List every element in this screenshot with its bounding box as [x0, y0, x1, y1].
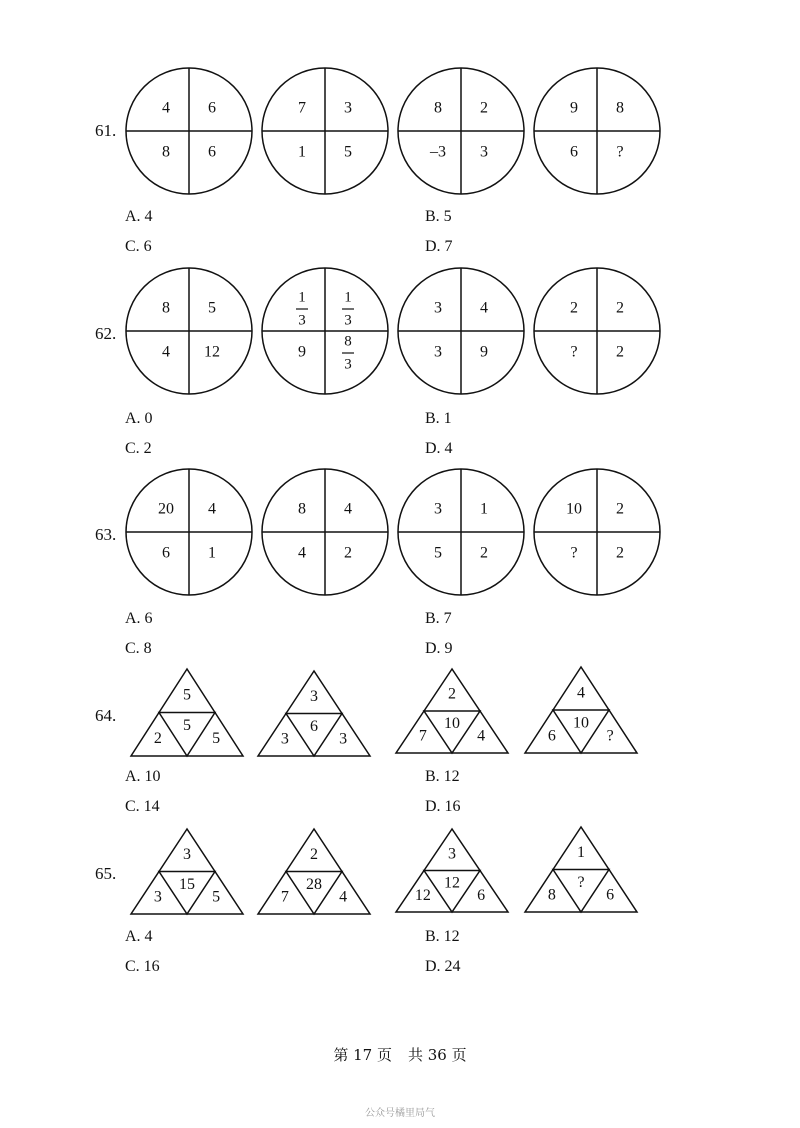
answer-option[interactable]: D. 7 — [425, 238, 453, 255]
quadrant-value: ? — [570, 544, 578, 562]
answer-option[interactable]: B. 1 — [425, 410, 452, 427]
question-number: 65. — [95, 864, 117, 883]
right-value: ? — [606, 727, 614, 745]
page-footer — [0, 1044, 800, 1065]
left-value: 8 — [547, 886, 556, 904]
fraction-numerator: 1 — [298, 289, 306, 306]
top-value: 3 — [448, 845, 456, 863]
right-value: 4 — [339, 888, 348, 906]
quadrant-value: 2 — [480, 544, 488, 562]
triangle-figure — [396, 669, 508, 753]
quadrant-value: 5 — [344, 143, 352, 161]
circle-figure — [534, 469, 660, 595]
triangle-figure — [258, 829, 370, 914]
left-value: 3 — [280, 730, 289, 748]
left-value: 3 — [153, 888, 162, 906]
quadrant-value: 8 — [434, 99, 442, 117]
quadrant-value: 8 — [616, 99, 624, 117]
quadrant-value: 7 — [298, 99, 306, 117]
answer-option[interactable]: A. 6 — [125, 610, 153, 627]
fraction-denominator: 3 — [344, 356, 352, 373]
quadrant-value: 20 — [158, 500, 174, 518]
circle-figure — [126, 268, 252, 394]
quadrant-value: 10 — [566, 500, 582, 518]
top-value: 5 — [183, 686, 191, 704]
quadrant-value: ? — [570, 343, 578, 361]
quadrant-value: 2 — [344, 544, 352, 562]
left-value: 7 — [418, 727, 427, 745]
answer-option[interactable]: A. 0 — [125, 410, 153, 427]
quadrant-value: 4 — [298, 544, 306, 562]
triangle-figure — [525, 667, 637, 753]
answer-option[interactable]: A. 10 — [125, 768, 161, 785]
question-number: 63. — [95, 525, 117, 544]
quadrant-value: 5 — [434, 544, 442, 562]
quadrant-value: 8 — [162, 299, 170, 317]
quadrant-value: 4 — [480, 299, 488, 317]
quadrant-value: 2 — [616, 343, 624, 361]
quadrant-value: –3 — [430, 143, 446, 161]
answer-option[interactable]: C. 16 — [125, 958, 160, 975]
triangle-figure — [396, 829, 508, 912]
right-value: 5 — [212, 730, 221, 748]
fraction-numerator: 1 — [344, 289, 352, 306]
answer-option[interactable]: D. 24 — [425, 958, 461, 975]
left-value: 12 — [414, 886, 431, 904]
top-value: 4 — [577, 684, 585, 702]
top-value: 2 — [448, 685, 456, 703]
quadrant-value: 4 — [162, 343, 170, 361]
answer-option[interactable]: A. 4 — [125, 208, 153, 225]
center-value: 12 — [444, 874, 460, 892]
quadrant-value: 9 — [570, 99, 578, 117]
circle-figure — [262, 469, 388, 595]
left-value: 7 — [280, 888, 289, 906]
right-value: 6 — [606, 886, 615, 904]
circle-figure — [534, 268, 660, 394]
quadrant-value: 3 — [480, 143, 488, 161]
fraction-denominator: 3 — [344, 312, 352, 329]
quadrant-value: 9 — [480, 343, 488, 361]
circle-figure — [398, 68, 524, 194]
circle-figure — [398, 268, 524, 394]
quadrant-value: 1 — [480, 500, 488, 518]
right-value: 6 — [477, 886, 486, 904]
quadrant-value: 9 — [298, 343, 306, 361]
answer-option[interactable]: C. 6 — [125, 238, 152, 255]
center-value: 15 — [179, 875, 195, 893]
quadrant-value: 5 — [208, 299, 216, 317]
quadrant-value-fraction — [342, 333, 354, 372]
top-value: 3 — [183, 846, 191, 864]
circle-figure — [398, 469, 524, 595]
quadrant-value: 8 — [162, 143, 170, 161]
answer-option[interactable]: D. 4 — [425, 440, 453, 457]
left-value: 6 — [547, 727, 556, 745]
center-value: 5 — [183, 717, 191, 735]
circle-figure — [534, 68, 660, 194]
page-total: 共 36 页 — [408, 1046, 467, 1064]
triangle-figure — [525, 827, 637, 912]
quadrant-value: 3 — [434, 299, 442, 317]
quadrant-value: 1 — [208, 544, 216, 562]
triangle-figure — [258, 671, 370, 756]
quadrant-value: 6 — [570, 143, 578, 161]
answer-option[interactable]: C. 2 — [125, 440, 152, 457]
quadrant-value: 3 — [434, 343, 442, 361]
question-number: 62. — [95, 324, 117, 343]
center-value: 10 — [573, 714, 589, 732]
center-value: 6 — [310, 717, 318, 735]
quadrant-value: 2 — [616, 299, 624, 317]
answer-option[interactable]: B. 12 — [425, 768, 460, 785]
quadrant-value: ? — [616, 143, 624, 161]
answer-option[interactable]: C. 8 — [125, 640, 152, 657]
watermark: 公众号橘里局气 — [365, 1108, 435, 1119]
circle-figure — [262, 268, 388, 394]
center-value: 28 — [306, 875, 322, 893]
triangle-figure — [131, 829, 243, 914]
right-value: 3 — [339, 730, 348, 748]
quadrant-value: 8 — [298, 500, 306, 518]
answer-option[interactable]: A. 4 — [125, 928, 153, 945]
top-value: 1 — [577, 844, 585, 862]
right-value: 4 — [477, 727, 486, 745]
top-value: 2 — [310, 846, 318, 864]
quadrant-value: 4 — [208, 500, 216, 518]
quadrant-value: 4 — [162, 99, 170, 117]
question-number: 64. — [95, 706, 117, 725]
top-value: 3 — [310, 688, 318, 706]
quadrant-value-fraction — [296, 289, 308, 328]
quadrant-value: 3 — [434, 500, 442, 518]
quadrant-value: 6 — [208, 143, 216, 161]
fraction-numerator: 8 — [344, 333, 352, 350]
quadrant-value: 2 — [480, 99, 488, 117]
quadrant-value: 4 — [344, 500, 352, 518]
quadrant-value: 2 — [570, 299, 578, 317]
quadrant-value-fraction — [342, 289, 354, 328]
answer-option[interactable]: B. 12 — [425, 928, 460, 945]
quadrant-value: 6 — [208, 99, 216, 117]
quadrant-value: 6 — [162, 544, 170, 562]
circle-figure — [126, 68, 252, 194]
answer-option[interactable]: B. 5 — [425, 208, 452, 225]
quadrant-value: 12 — [204, 343, 220, 361]
question-number: 61. — [95, 121, 117, 140]
answer-option[interactable]: B. 7 — [425, 610, 452, 627]
quadrant-value: 3 — [344, 99, 352, 117]
circle-figure — [126, 469, 252, 595]
answer-option[interactable]: C. 14 — [125, 798, 160, 815]
quadrant-value: 1 — [298, 143, 306, 161]
left-value: 2 — [153, 730, 162, 748]
quadrant-value: 2 — [616, 500, 624, 518]
center-value: ? — [577, 873, 585, 891]
answer-option[interactable]: D. 16 — [425, 798, 461, 815]
page-number: 第 17 页 — [333, 1046, 392, 1064]
answer-option[interactable]: D. 9 — [425, 640, 453, 657]
center-value: 10 — [444, 715, 460, 733]
quadrant-value: 2 — [616, 544, 624, 562]
right-value: 5 — [212, 888, 221, 906]
fraction-denominator: 3 — [298, 312, 306, 329]
triangle-figure — [131, 669, 243, 756]
circle-figure — [262, 68, 388, 194]
